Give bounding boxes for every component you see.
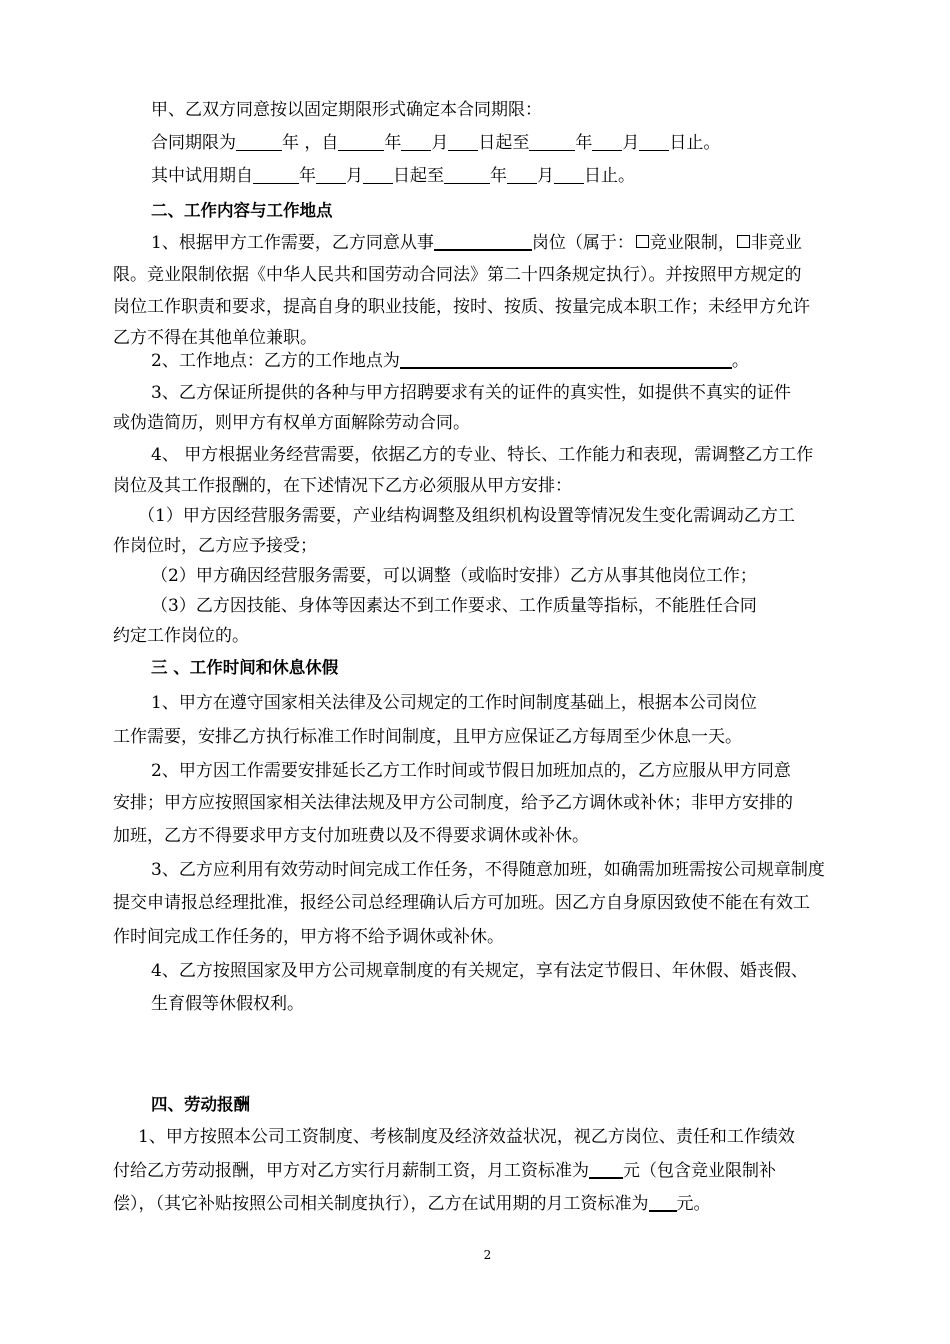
blank-monthly-salary[interactable] (589, 1160, 623, 1179)
section-4-heading: 四、劳动报酬 (151, 1095, 250, 1114)
blank-years[interactable] (236, 133, 282, 151)
contract-period-line: 合同期限为 年 ，自 年 月 日起至 年 月 日止。 (151, 133, 721, 153)
s3-p1-line-2: 工作需要，安排乙方执行标准工作时间制度，且甲方应保证乙方每周至少休息一天。 (113, 727, 742, 747)
checkbox-non-compete[interactable] (636, 235, 649, 248)
s3-p3-line-1: 3、乙方应利用有效劳动时间完成工作任务，不得随意加班，如确需加班需按公司规章制度 (151, 860, 825, 880)
s2-p4-line-2: 岗位及其工作报酬的，在下述情况下乙方必须服从甲方安排： (113, 476, 572, 496)
s3-p3-line-3: 作时间完成工作任务的，甲方将不给予调休或补休。 (113, 927, 504, 947)
probation-period-line: 其中试用期自 年 月 日起至 年 月 日止。 (151, 166, 635, 186)
blank-probation-end-month[interactable] (507, 166, 537, 184)
blank-probation-end-day[interactable] (554, 166, 584, 184)
blank-end-day[interactable] (639, 133, 669, 151)
blank-probation-salary[interactable] (649, 1193, 677, 1212)
s3-p1-line-1: 1、甲方在遵守国家相关法律及公司规定的工作时间制度基础上，根据本公司岗位 (151, 693, 757, 713)
term-intro: 甲、乙双方同意按以固定期限形式确定本合同期限： (151, 100, 542, 120)
s2-p1-line-1: 1、根据甲方工作需要，乙方同意从事 岗位（属于： 竞业限制， 非竞业 (151, 233, 802, 253)
blank-probation-start-year[interactable] (253, 166, 299, 184)
s3-p2-line-3: 加班，乙方不得要求甲方支付加班费以及不得要求调休或补休。 (113, 826, 589, 846)
blank-start-year[interactable] (338, 133, 384, 151)
blank-work-location[interactable] (400, 350, 732, 369)
s3-p4-line-1: 4、乙方按照国家及甲方公司规章制度的有关规定，享有法定节假日、年休假、婚丧假、 (151, 961, 808, 981)
s3-p4-line-2: 生育假等休假权利。 (151, 994, 304, 1014)
s2-p4-line-1: 4、 甲方根据业务经营需要，依据乙方的专业、特长、工作能力和表现，需调整乙方工作 (151, 445, 814, 465)
s2-item-1-line-1: （1）甲方因经营服务需要，产业结构调整及组织机构设置等情况发生变化需调动乙方工 (138, 506, 795, 526)
blank-probation-end-year[interactable] (444, 166, 490, 184)
s2-p1-line-3: 岗位工作职责和要求，提高自身的职业技能，按时、按质、按量完成本职工作；未经甲方允许 (113, 297, 810, 317)
s4-p1-line-2: 付给乙方劳动报酬，甲方对乙方实行月薪制工资，月工资标准为 元（包含竞业限制补 (113, 1161, 776, 1181)
blank-start-day[interactable] (448, 133, 478, 151)
s3-p3-line-2: 提交申请报总经理批准，报经公司总经理确认后方可加班。因乙方自身原因致使不能在有效工 (113, 893, 810, 913)
s2-p3-line-2: 或伪造简历，则甲方有权单方面解除劳动合同。 (113, 413, 470, 433)
blank-end-year[interactable] (529, 133, 575, 151)
s4-p1-line-3: 偿），（其它补贴按照公司相关制度执行），乙方在试用期的月工资标准为 元。 (113, 1194, 711, 1214)
blank-probation-start-month[interactable] (316, 166, 346, 184)
section-3-heading: 三 、工作时间和休息休假 (151, 658, 339, 677)
s2-item-3-line-1: （3）乙方因技能、身体等因素达不到工作要求、工作质量等指标，不能胜任合同 (151, 596, 757, 616)
s3-p2-line-2: 安排；甲方应按照国家相关法律法规及甲方公司制度，给予乙方调休或补休；非甲方安排的 (113, 793, 793, 813)
s3-p2-line-1: 2、甲方因工作需要安排延长乙方工作时间或节假日加班加点的，乙方应服从甲方同意 (151, 761, 791, 781)
blank-start-month[interactable] (401, 133, 431, 151)
s2-p2: 2、工作地点：乙方的工作地点为 。 (151, 351, 749, 371)
checkbox-no-non-compete[interactable] (737, 235, 750, 248)
s2-p1-line-4: 乙方不得在其他单位兼职。 (113, 328, 317, 348)
page-number: 2 (483, 1248, 492, 1262)
s2-p1-line-2: 限。竞业限制依据《中华人民共和国劳动合同法》第二十四条规定执行）。并按照甲方规定的 (113, 265, 802, 285)
section-2-heading: 二、工作内容与工作地点 (151, 201, 333, 220)
s2-item-2: （2）甲方确因经营服务需要，可以调整（或临时安排）乙方从事其他岗位工作； (151, 566, 757, 586)
blank-end-month[interactable] (592, 133, 622, 151)
s2-item-1-line-2: 作岗位时，乙方应予接受； (113, 536, 317, 556)
s4-p1-line-1: 1、甲方按照本公司工资制度、考核制度及经济效益状况，视乙方岗位、责任和工作绩效 (138, 1127, 795, 1147)
blank-position[interactable] (434, 232, 532, 251)
s2-item-3-line-2: 约定工作岗位的。 (113, 626, 249, 646)
s2-p3-line-1: 3、乙方保证所提供的各种与甲方招聘要求有关的证件的真实性，如提供不真实的证件 (151, 383, 791, 403)
blank-probation-start-day[interactable] (363, 166, 393, 184)
